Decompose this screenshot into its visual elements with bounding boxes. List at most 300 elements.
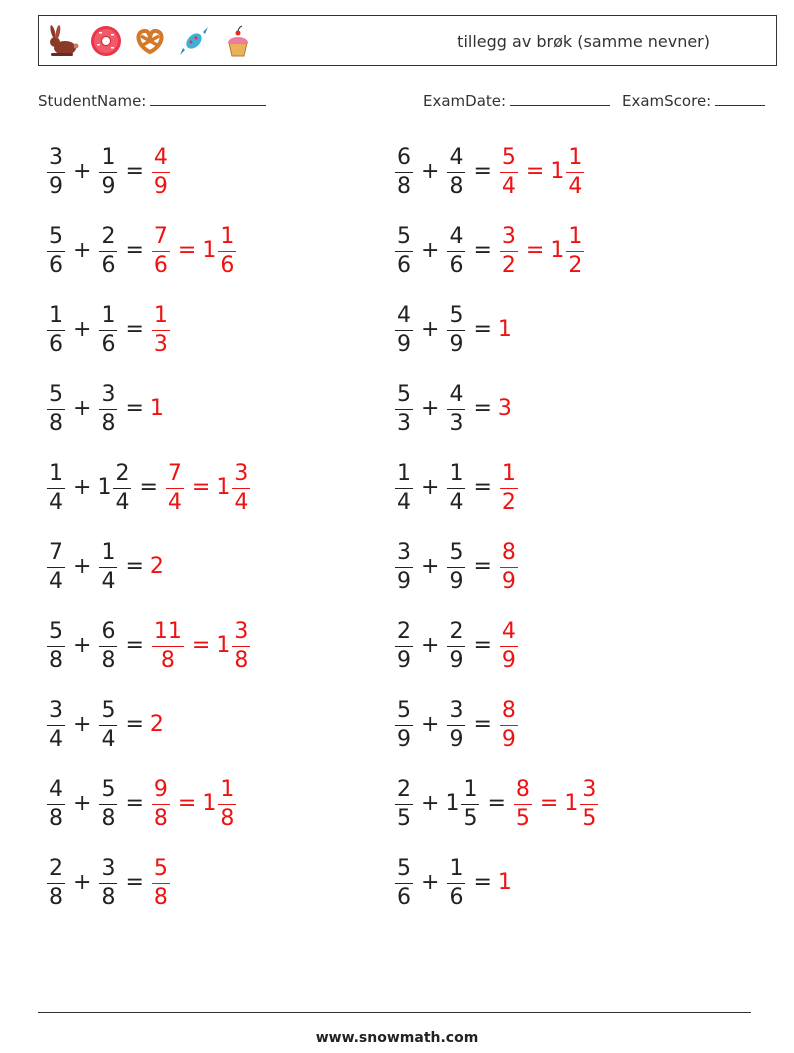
addend-fraction — [99, 144, 117, 199]
addend-fraction — [395, 460, 413, 515]
numerator: 1 — [49, 460, 63, 486]
addend-fraction — [447, 697, 465, 752]
addend-fraction — [395, 539, 413, 594]
numerator: 9 — [153, 776, 168, 802]
denominator: 9 — [397, 331, 411, 357]
answer — [512, 776, 600, 831]
mixed-whole-part: 1 — [202, 238, 217, 263]
problem-item — [393, 693, 520, 757]
addend-fraction — [47, 302, 65, 357]
mixed-whole-part: 1 — [550, 238, 565, 263]
answer — [498, 872, 512, 894]
denominator: 9 — [397, 726, 411, 752]
plus-sign: + — [421, 791, 440, 816]
addend-fraction — [395, 381, 413, 436]
problem-item — [45, 693, 164, 757]
numerator: 6 — [397, 144, 411, 170]
addend-fraction — [99, 539, 117, 594]
numerator: 3 — [49, 144, 63, 170]
addend-fraction — [47, 697, 65, 752]
equals-sign: = — [473, 870, 492, 895]
numerator: 5 — [397, 223, 411, 249]
exam-date-label: ExamDate: — [423, 92, 507, 110]
denominator: 9 — [449, 726, 464, 752]
student-name-label: StudentName: — [38, 92, 147, 110]
answer — [150, 776, 238, 831]
addend-fraction — [395, 223, 413, 278]
denominator: 9 — [101, 173, 116, 199]
answer — [150, 144, 172, 199]
addend-fraction — [99, 223, 117, 278]
answer-fraction — [152, 223, 170, 278]
equals-sign: = — [473, 554, 492, 579]
plus-sign: + — [421, 238, 440, 263]
problem-item — [393, 851, 512, 915]
problem-item — [45, 772, 238, 836]
equals-sign: = — [125, 633, 144, 658]
equals-sign: = — [125, 791, 144, 816]
denominator: 4 — [397, 489, 411, 515]
numerator: 2 — [397, 618, 411, 644]
equals-sign: = — [473, 712, 492, 737]
denominator: 6 — [49, 331, 63, 357]
numerator: 5 — [49, 381, 63, 407]
mixed-fraction — [218, 776, 236, 831]
addend-fraction — [47, 223, 65, 278]
plus-sign: + — [421, 159, 440, 184]
numerator: 5 — [101, 697, 116, 723]
answer — [498, 319, 512, 341]
addend-fraction — [447, 144, 465, 199]
equals-sign: = — [125, 159, 144, 184]
denominator: 8 — [101, 805, 116, 831]
numerator: 8 — [501, 539, 516, 565]
numerator: 5 — [397, 855, 411, 881]
denominator: 8 — [153, 805, 168, 831]
plus-sign: + — [73, 712, 92, 737]
numerator: 3 — [449, 697, 464, 723]
denominator: 5 — [463, 805, 478, 831]
denominator: 6 — [397, 884, 411, 910]
denominator: 4 — [234, 489, 249, 515]
denominator: 8 — [101, 410, 116, 436]
numerator: 2 — [449, 618, 464, 644]
numerator: 3 — [101, 381, 116, 407]
problem-item — [45, 219, 238, 283]
denominator: 8 — [220, 805, 235, 831]
numerator: 5 — [397, 381, 411, 407]
denominator: 2 — [501, 489, 516, 515]
answer — [164, 460, 252, 515]
mixed-fraction — [580, 776, 598, 831]
addend-fraction — [447, 618, 465, 673]
addend-fraction — [47, 144, 65, 199]
denominator: 6 — [397, 252, 411, 278]
numerator: 3 — [49, 697, 63, 723]
mixed-whole-part: 1 — [564, 791, 579, 816]
exam-score-label: ExamScore: — [622, 92, 712, 110]
addend-fraction — [395, 302, 413, 357]
denominator: 6 — [101, 331, 116, 357]
denominator: 5 — [582, 805, 597, 831]
answer — [150, 714, 164, 736]
answer — [498, 697, 520, 752]
numerator: 4 — [449, 144, 464, 170]
denominator: 6 — [449, 884, 464, 910]
problem-item — [393, 377, 512, 441]
numerator: 2 — [397, 776, 411, 802]
answer — [498, 144, 586, 199]
denominator: 5 — [515, 805, 530, 831]
denominator: 8 — [49, 410, 63, 436]
denominator: 6 — [153, 252, 168, 278]
denominator: 8 — [160, 647, 175, 673]
numerator: 11 — [153, 618, 182, 644]
denominator: 8 — [101, 647, 116, 673]
answer — [150, 618, 252, 673]
plus-sign: + — [421, 712, 440, 737]
equals-sign: = — [473, 633, 492, 658]
addend-fraction — [395, 776, 413, 831]
numerator: 2 — [49, 855, 63, 881]
denominator: 4 — [49, 568, 63, 594]
denominator: 4 — [101, 568, 116, 594]
problem-item — [393, 535, 520, 599]
denominator: 2 — [568, 252, 583, 278]
numerator: 3 — [582, 776, 597, 802]
mixed-whole-part: 1 — [550, 159, 565, 184]
denominator: 9 — [501, 568, 516, 594]
denominator: 6 — [49, 252, 63, 278]
plus-sign: + — [73, 159, 92, 184]
denominator: 6 — [101, 252, 116, 278]
problem-item — [45, 377, 164, 441]
cupcake-icon — [221, 24, 255, 58]
answer-fraction — [500, 223, 518, 278]
denominator: 9 — [153, 173, 168, 199]
answer — [498, 223, 586, 278]
exam-score-blank[interactable] — [715, 93, 765, 106]
answer-whole: 2 — [149, 712, 164, 737]
numerator: 5 — [49, 618, 63, 644]
denominator: 8 — [49, 884, 63, 910]
answer-fraction — [500, 618, 518, 673]
answer-fraction — [166, 460, 184, 515]
problem-item — [393, 614, 520, 678]
answer-fraction — [514, 776, 532, 831]
numerator: 4 — [397, 302, 411, 328]
plus-sign: + — [421, 317, 440, 342]
denominator: 8 — [101, 884, 116, 910]
header-icons — [45, 24, 255, 60]
addend-fraction — [47, 855, 65, 910]
numerator: 4 — [501, 618, 516, 644]
addend-fraction — [395, 618, 413, 673]
numerator: 5 — [397, 697, 411, 723]
footer-divider — [38, 1012, 751, 1013]
denominator: 4 — [568, 173, 583, 199]
addend-fraction — [447, 855, 465, 910]
numerator: 3 — [101, 855, 116, 881]
denominator: 8 — [397, 173, 411, 199]
numerator: 4 — [49, 776, 63, 802]
denominator: 8 — [153, 884, 168, 910]
denominator: 9 — [449, 331, 464, 357]
equals-sign: = — [473, 159, 492, 184]
numerator: 7 — [153, 223, 168, 249]
numerator: 5 — [449, 302, 464, 328]
denominator: 9 — [397, 568, 411, 594]
plus-sign: + — [421, 396, 440, 421]
numerator: 1 — [568, 144, 583, 170]
answer — [498, 618, 520, 673]
answer — [150, 302, 172, 357]
numerator: 1 — [49, 302, 63, 328]
numerator: 2 — [101, 223, 116, 249]
plus-sign: + — [73, 238, 92, 263]
equals-sign: = — [125, 554, 144, 579]
addend-fraction — [99, 302, 117, 357]
plus-sign: + — [73, 870, 92, 895]
numerator: 5 — [49, 223, 63, 249]
equals-sign: = — [125, 870, 144, 895]
addend-fraction — [461, 776, 479, 831]
denominator: 4 — [101, 726, 116, 752]
mixed-whole-part: 1 — [216, 633, 231, 658]
addend-fraction — [113, 460, 131, 515]
mixed-whole-part: 1 — [202, 791, 217, 816]
denominator: 9 — [501, 726, 516, 752]
addend-fraction — [447, 223, 465, 278]
numerator: 1 — [220, 223, 235, 249]
answer — [498, 398, 512, 420]
mixed-fraction — [566, 223, 584, 278]
mixed-fraction — [232, 460, 250, 515]
answer-whole: 2 — [149, 554, 164, 579]
plus-sign: + — [421, 554, 440, 579]
problem-item — [45, 614, 252, 678]
denominator: 2 — [501, 252, 516, 278]
numerator: 1 — [101, 302, 116, 328]
mixed-whole-part: 1 — [216, 475, 231, 500]
numerator: 5 — [153, 855, 168, 881]
numerator: 5 — [501, 144, 516, 170]
problem-item — [45, 298, 172, 362]
answer-fraction — [500, 697, 518, 752]
mixed-fraction — [566, 144, 584, 199]
numerator: 8 — [501, 697, 516, 723]
addend-fraction — [447, 302, 465, 357]
whole-part: 1 — [445, 791, 460, 816]
answer-fraction — [152, 302, 170, 357]
answer — [150, 398, 164, 420]
numerator: 4 — [449, 223, 464, 249]
numerator: 1 — [397, 460, 411, 486]
denominator: 6 — [449, 252, 464, 278]
answer-whole: 1 — [497, 870, 512, 895]
plus-sign: + — [73, 475, 92, 500]
denominator: 3 — [397, 410, 411, 436]
plus-sign: + — [73, 791, 92, 816]
answer-equals-sign: = — [177, 238, 197, 263]
problem-item — [393, 456, 520, 520]
denominator: 3 — [449, 410, 464, 436]
equals-sign: = — [473, 317, 492, 342]
student-name-blank[interactable] — [150, 93, 266, 106]
equals-sign: = — [487, 791, 506, 816]
denominator: 9 — [449, 647, 464, 673]
whole-part: 1 — [97, 475, 112, 500]
mixed-fraction — [232, 618, 250, 673]
numerator: 1 — [101, 539, 116, 565]
numerator: 1 — [153, 302, 168, 328]
numerator: 1 — [220, 776, 235, 802]
numerator: 5 — [449, 539, 464, 565]
plus-sign: + — [73, 633, 92, 658]
denominator: 8 — [49, 647, 63, 673]
equals-sign: = — [125, 712, 144, 737]
numerator: 7 — [167, 460, 182, 486]
numerator: 3 — [501, 223, 516, 249]
denominator: 8 — [449, 173, 464, 199]
addend-fraction — [47, 460, 65, 515]
numerator: 4 — [153, 144, 168, 170]
answer-whole: 3 — [497, 396, 512, 421]
equals-sign: = — [473, 475, 492, 500]
exam-date-blank[interactable] — [510, 93, 610, 106]
addend-fraction — [395, 144, 413, 199]
answer — [150, 556, 164, 578]
problem-item — [45, 140, 172, 204]
denominator: 9 — [449, 568, 464, 594]
problem-item — [393, 219, 586, 283]
denominator: 8 — [234, 647, 249, 673]
numerator: 1 — [449, 460, 464, 486]
answer-equals-sign: = — [191, 475, 211, 500]
equals-sign: = — [125, 317, 144, 342]
equals-sign: = — [125, 396, 144, 421]
rabbit-icon — [45, 24, 79, 58]
answer-fraction — [500, 539, 518, 594]
equals-sign: = — [139, 475, 158, 500]
numerator: 1 — [568, 223, 583, 249]
denominator: 8 — [49, 805, 63, 831]
addend-fraction — [99, 618, 117, 673]
answer-whole: 1 — [149, 396, 164, 421]
addend-fraction — [395, 855, 413, 910]
denominator: 6 — [220, 252, 235, 278]
plus-sign: + — [73, 317, 92, 342]
answer-fraction — [152, 855, 170, 910]
answer-equals-sign: = — [191, 633, 211, 658]
problem-item — [393, 298, 512, 362]
addend-fraction — [99, 855, 117, 910]
answer — [150, 223, 238, 278]
numerator: 1 — [449, 855, 464, 881]
numerator: 6 — [101, 618, 116, 644]
denominator: 4 — [49, 489, 63, 515]
denominator: 3 — [153, 331, 168, 357]
addend-fraction — [395, 697, 413, 752]
mixed-fraction — [218, 223, 236, 278]
numerator: 4 — [449, 381, 464, 407]
equals-sign: = — [125, 238, 144, 263]
answer — [498, 539, 520, 594]
exam-date-field — [423, 92, 610, 110]
denominator: 4 — [167, 489, 182, 515]
numerator: 1 — [101, 144, 116, 170]
plus-sign: + — [421, 870, 440, 895]
answer-equals-sign: = — [539, 791, 559, 816]
answer-equals-sign: = — [525, 159, 545, 184]
denominator: 9 — [501, 647, 516, 673]
plus-sign: + — [73, 396, 92, 421]
problem-item — [393, 140, 586, 204]
donut-icon — [89, 24, 123, 58]
denominator: 9 — [397, 647, 411, 673]
numerator: 3 — [397, 539, 411, 565]
header-box — [38, 15, 777, 66]
denominator: 4 — [49, 726, 63, 752]
candy-icon — [177, 24, 211, 58]
answer-fraction — [500, 460, 518, 515]
answer — [150, 855, 172, 910]
plus-sign: + — [421, 475, 440, 500]
addend-fraction — [99, 381, 117, 436]
numerator: 1 — [501, 460, 516, 486]
plus-sign: + — [421, 633, 440, 658]
answer-whole: 1 — [497, 317, 512, 342]
addend-fraction — [99, 776, 117, 831]
answer-fraction — [152, 144, 170, 199]
addend-fraction — [447, 460, 465, 515]
equals-sign: = — [473, 238, 492, 263]
problem-item — [45, 851, 172, 915]
denominator: 4 — [449, 489, 464, 515]
numerator: 3 — [234, 618, 249, 644]
numerator: 5 — [101, 776, 116, 802]
numerator: 1 — [463, 776, 478, 802]
addend-fraction — [47, 539, 65, 594]
answer — [498, 460, 520, 515]
addend-fraction — [447, 381, 465, 436]
addend-fraction — [47, 618, 65, 673]
numerator: 8 — [515, 776, 530, 802]
answer-fraction — [152, 618, 184, 673]
denominator: 4 — [115, 489, 130, 515]
addend-fraction — [47, 776, 65, 831]
problem-item — [393, 772, 600, 836]
addend-fraction — [47, 381, 65, 436]
addend-fraction — [447, 539, 465, 594]
student-name-field — [38, 92, 266, 110]
equals-sign: = — [473, 396, 492, 421]
addend-fraction — [99, 697, 117, 752]
worksheet-title: tillegg av brøk (samme nevner) — [457, 32, 710, 51]
answer-fraction — [500, 144, 518, 199]
numerator: 3 — [234, 460, 249, 486]
numerator: 7 — [49, 539, 63, 565]
denominator: 9 — [49, 173, 63, 199]
denominator: 4 — [501, 173, 516, 199]
answer-fraction — [152, 776, 170, 831]
answer-equals-sign: = — [177, 791, 197, 816]
pretzel-icon — [133, 24, 167, 58]
problem-item — [45, 456, 252, 520]
problem-item — [45, 535, 164, 599]
exam-score-field — [622, 92, 765, 110]
answer-equals-sign: = — [525, 238, 545, 263]
